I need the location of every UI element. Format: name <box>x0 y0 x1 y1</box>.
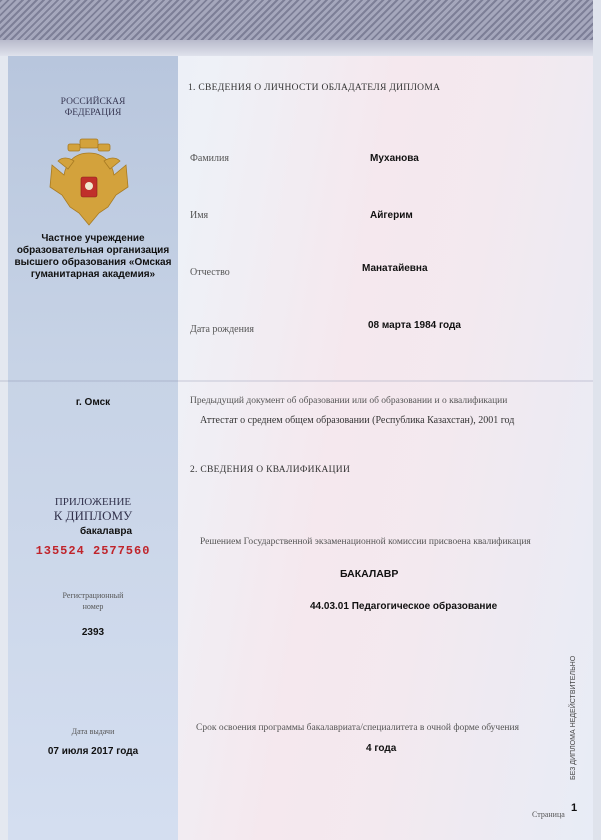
previous-document-value: Аттестат о среднем общем образовании (Республика Казахстан), 2001 год <box>200 415 515 426</box>
study-duration-value: 4 года <box>366 743 397 754</box>
qualification-value: БАКАЛАВР <box>340 568 399 580</box>
section1-title: 1. СВЕДЕНИЯ О ЛИЧНОСТИ ОБЛАДАТЕЛЯ ДИПЛОМА <box>188 83 441 93</box>
qualification-decision: Решением Государственной экзаменационной комиссии присвоена квалификация <box>200 537 531 547</box>
study-duration-label: Срок освоения программы бакалавриата/специалитета в очной форме обучения <box>196 723 519 733</box>
security-pattern-band <box>0 0 601 56</box>
organization-line3: высшего образования «Омская <box>14 257 172 268</box>
surname-value: Муханова <box>370 153 419 164</box>
organization-line1: Частное учреждение <box>41 233 145 244</box>
degree-level: бакалавра <box>80 526 133 537</box>
registration-label-line1: Регистрационный <box>62 591 124 600</box>
birth-date-label: Дата рождения <box>190 324 254 335</box>
appendix-title-line1: ПРИЛОЖЕНИЕ <box>54 496 132 508</box>
country-name-line1: РОССИЙСКАЯ <box>60 97 126 107</box>
issue-date-label: Дата выдачи <box>71 727 115 736</box>
fold-line <box>0 380 601 382</box>
patronymic-value: Манатайевна <box>362 263 428 274</box>
name-label: Имя <box>190 210 209 221</box>
city: г. Омск <box>75 397 111 408</box>
page-left-edge <box>0 0 8 840</box>
coat-of-arms-emblem <box>44 135 134 230</box>
registration-label-line2: номер <box>82 602 104 611</box>
validity-side-note: БЕЗ ДИПЛОМА НЕДЕЙСТВИТЕЛЬНО <box>570 655 577 780</box>
page-label: Страница <box>532 810 565 819</box>
surname-label: Фамилия <box>190 153 229 164</box>
page-right-edge <box>593 0 601 840</box>
name-value: Айгерим <box>370 210 413 221</box>
issue-date: 07 июля 2017 года <box>47 746 139 757</box>
section2-title: 2. СВЕДЕНИЯ О КВАЛИФИКАЦИИ <box>190 465 351 475</box>
patronymic-label: Отчество <box>190 267 230 278</box>
organization-line4: гуманитарная академия» <box>30 269 156 280</box>
program-code-name: 44.03.01 Педагогическое образование <box>310 601 498 612</box>
organization-line2: образовательная организация <box>16 245 170 256</box>
birth-date-value: 08 марта 1984 года <box>368 320 461 331</box>
registration-number: 2393 <box>81 627 105 638</box>
previous-document-label: Предыдущий документ об образовании или об образовании и о квалификации <box>190 396 508 406</box>
country-name-line2: ФЕДЕРАЦИЯ <box>64 108 122 118</box>
appendix-title-line2: К ДИПЛОМУ <box>53 508 133 523</box>
document-serial-number: 135524 2577560 <box>35 544 151 558</box>
page-number: 1 <box>571 802 578 814</box>
